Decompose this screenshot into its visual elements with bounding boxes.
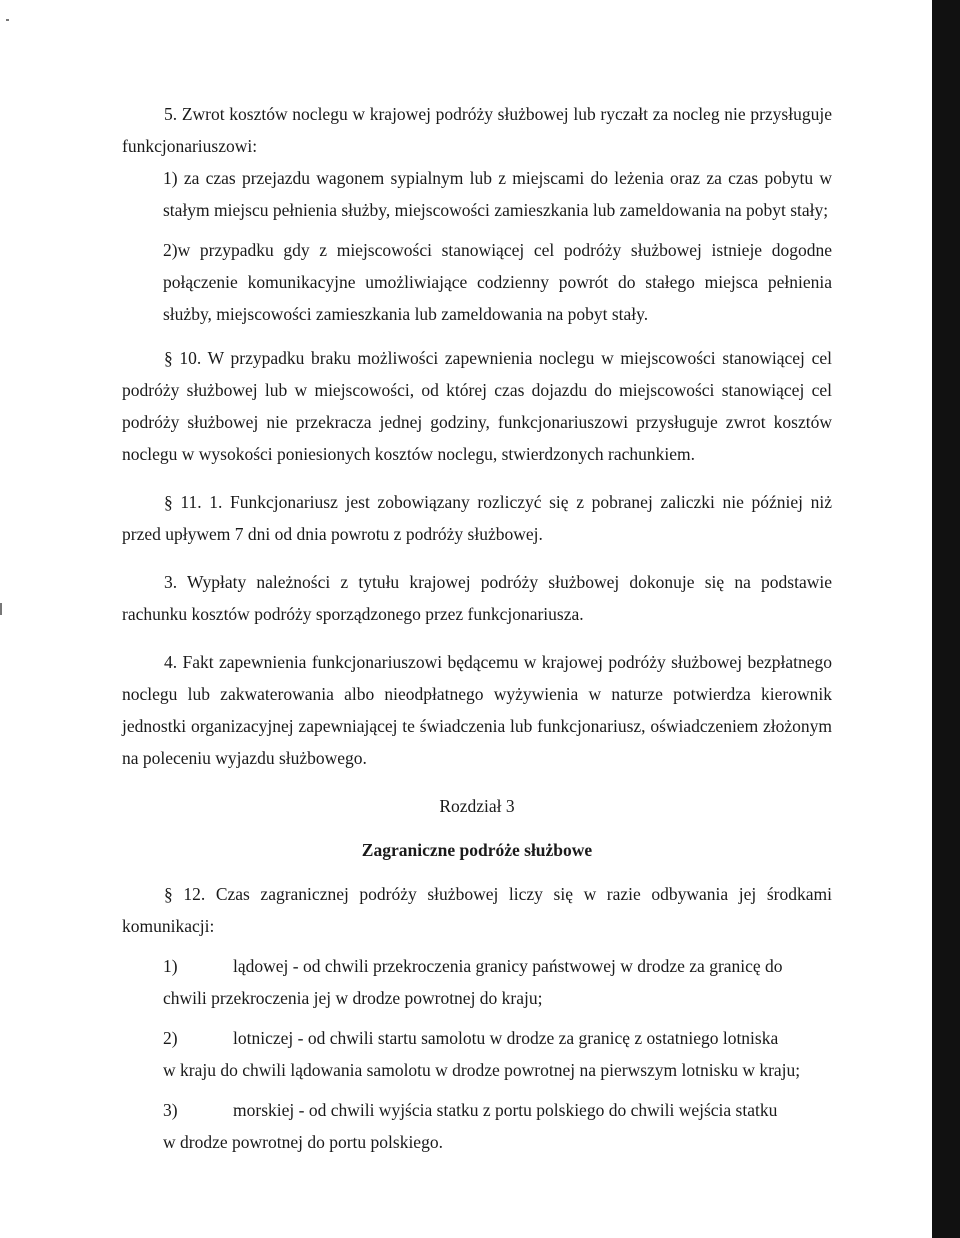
list-item: [122, 950, 832, 982]
list-item-first-line: morskiej - od chwili wyjścia statku z portu polskiego do chwili wejścia statku: [233, 1100, 778, 1120]
section-11-point-4: 4. Fakt zapewnienia funkcjonariuszowi będącemu w krajowej podróży służbowej bezpłatnego noclegu lub zakwaterowania albo nieodpłatnego wyżywienia w naturze potwierdza kierownik jednostki organizacyjnej zapewniającej te świadczenia lub funkcjonariusz, oświadczeniem złożonym na poleceniu wyjazdu służbowego.: [122, 652, 832, 768]
paragraph-5-item-1: 1) za czas przejazdu wagonem sypialnym lub z miejscami do leżenia oraz za czas pobytu w stałym miejscu pełnienia służby, miejscowości zamieszkania lub zameldowania na pobyt stały;: [163, 168, 832, 220]
list-item-number: 2): [163, 1028, 178, 1048]
section-11-point-3: 3. Wypłaty należności z tytułu krajowej podróży służbowej dokonuje się na podstawie rachunku kosztów podróży sporządzonego przez funkcjonariusza.: [122, 572, 832, 624]
chapter-label: Rozdział 3: [439, 796, 515, 816]
section-12-lead: § 12. Czas zagranicznej podróży służbowej liczy się w razie odbywania jej środkami komunikacji:: [122, 884, 832, 936]
list-item-number: 1): [163, 956, 178, 976]
chapter-title: Zagraniczne podróże służbowe: [361, 840, 593, 860]
document-page: [122, 98, 832, 1158]
paragraph-5-lead: 5. Zwrot kosztów noclegu w krajowej podróży służbowej lub ryczałt za nocleg nie przysługuje funkcjonariuszowi:: [122, 104, 832, 156]
list-item: [122, 1094, 832, 1126]
scan-speck: [6, 19, 9, 21]
list-item-first-line: lotniczej - od chwili startu samolotu w drodze za granicę z ostatniego lotniska: [233, 1028, 779, 1048]
scan-speck: [0, 603, 2, 615]
section-11-point-1: § 11. 1. Funkcjonariusz jest zobowiązany rozliczyć się z pobranej zaliczki nie później niż przed upływem 7 dni od dnia powrotu z podróży służbowej.: [122, 492, 832, 544]
list-item-continuation: w drodze powrotnej do portu polskiego.: [163, 1132, 443, 1152]
list-item-continuation: w kraju do chwili lądowania samolotu w drodze powrotnej na pierwszym lotnisku w kraju;: [163, 1060, 801, 1080]
list-item-first-line: lądowej - od chwili przekroczenia granicy państwowej w drodze za granicę do: [233, 956, 783, 976]
list-item-continuation: chwili przekroczenia jej w drodze powrotnej do kraju;: [163, 988, 543, 1008]
section-10: § 10. W przypadku braku możliwości zapewnienia noclegu w miejscowości stanowiącej cel podróży służbowej lub w miejscowości, od której czas dojazdu do miejscowości stanowiącej cel podróży służbowej nie przekracza jednej godziny, funkcjonariuszowi przysługuje zwrot kosztów noclegu w wysokości poniesionych kosztów noclegu, stwierdzonych rachunkiem.: [122, 348, 832, 464]
list-item: [122, 1022, 832, 1054]
scan-dark-edge: [932, 0, 960, 1238]
list-item-number: 3): [163, 1100, 178, 1120]
paragraph-5-item-2: 2)w przypadku gdy z miejscowości stanowiącej cel podróży służbowej istnieje dogodne połączenie komunikacyjne umożliwiające codzienny powrót do stałego miejsca pełnienia służby, miejscowości zamieszkania lub zameldowania na pobyt stały.: [163, 240, 832, 324]
